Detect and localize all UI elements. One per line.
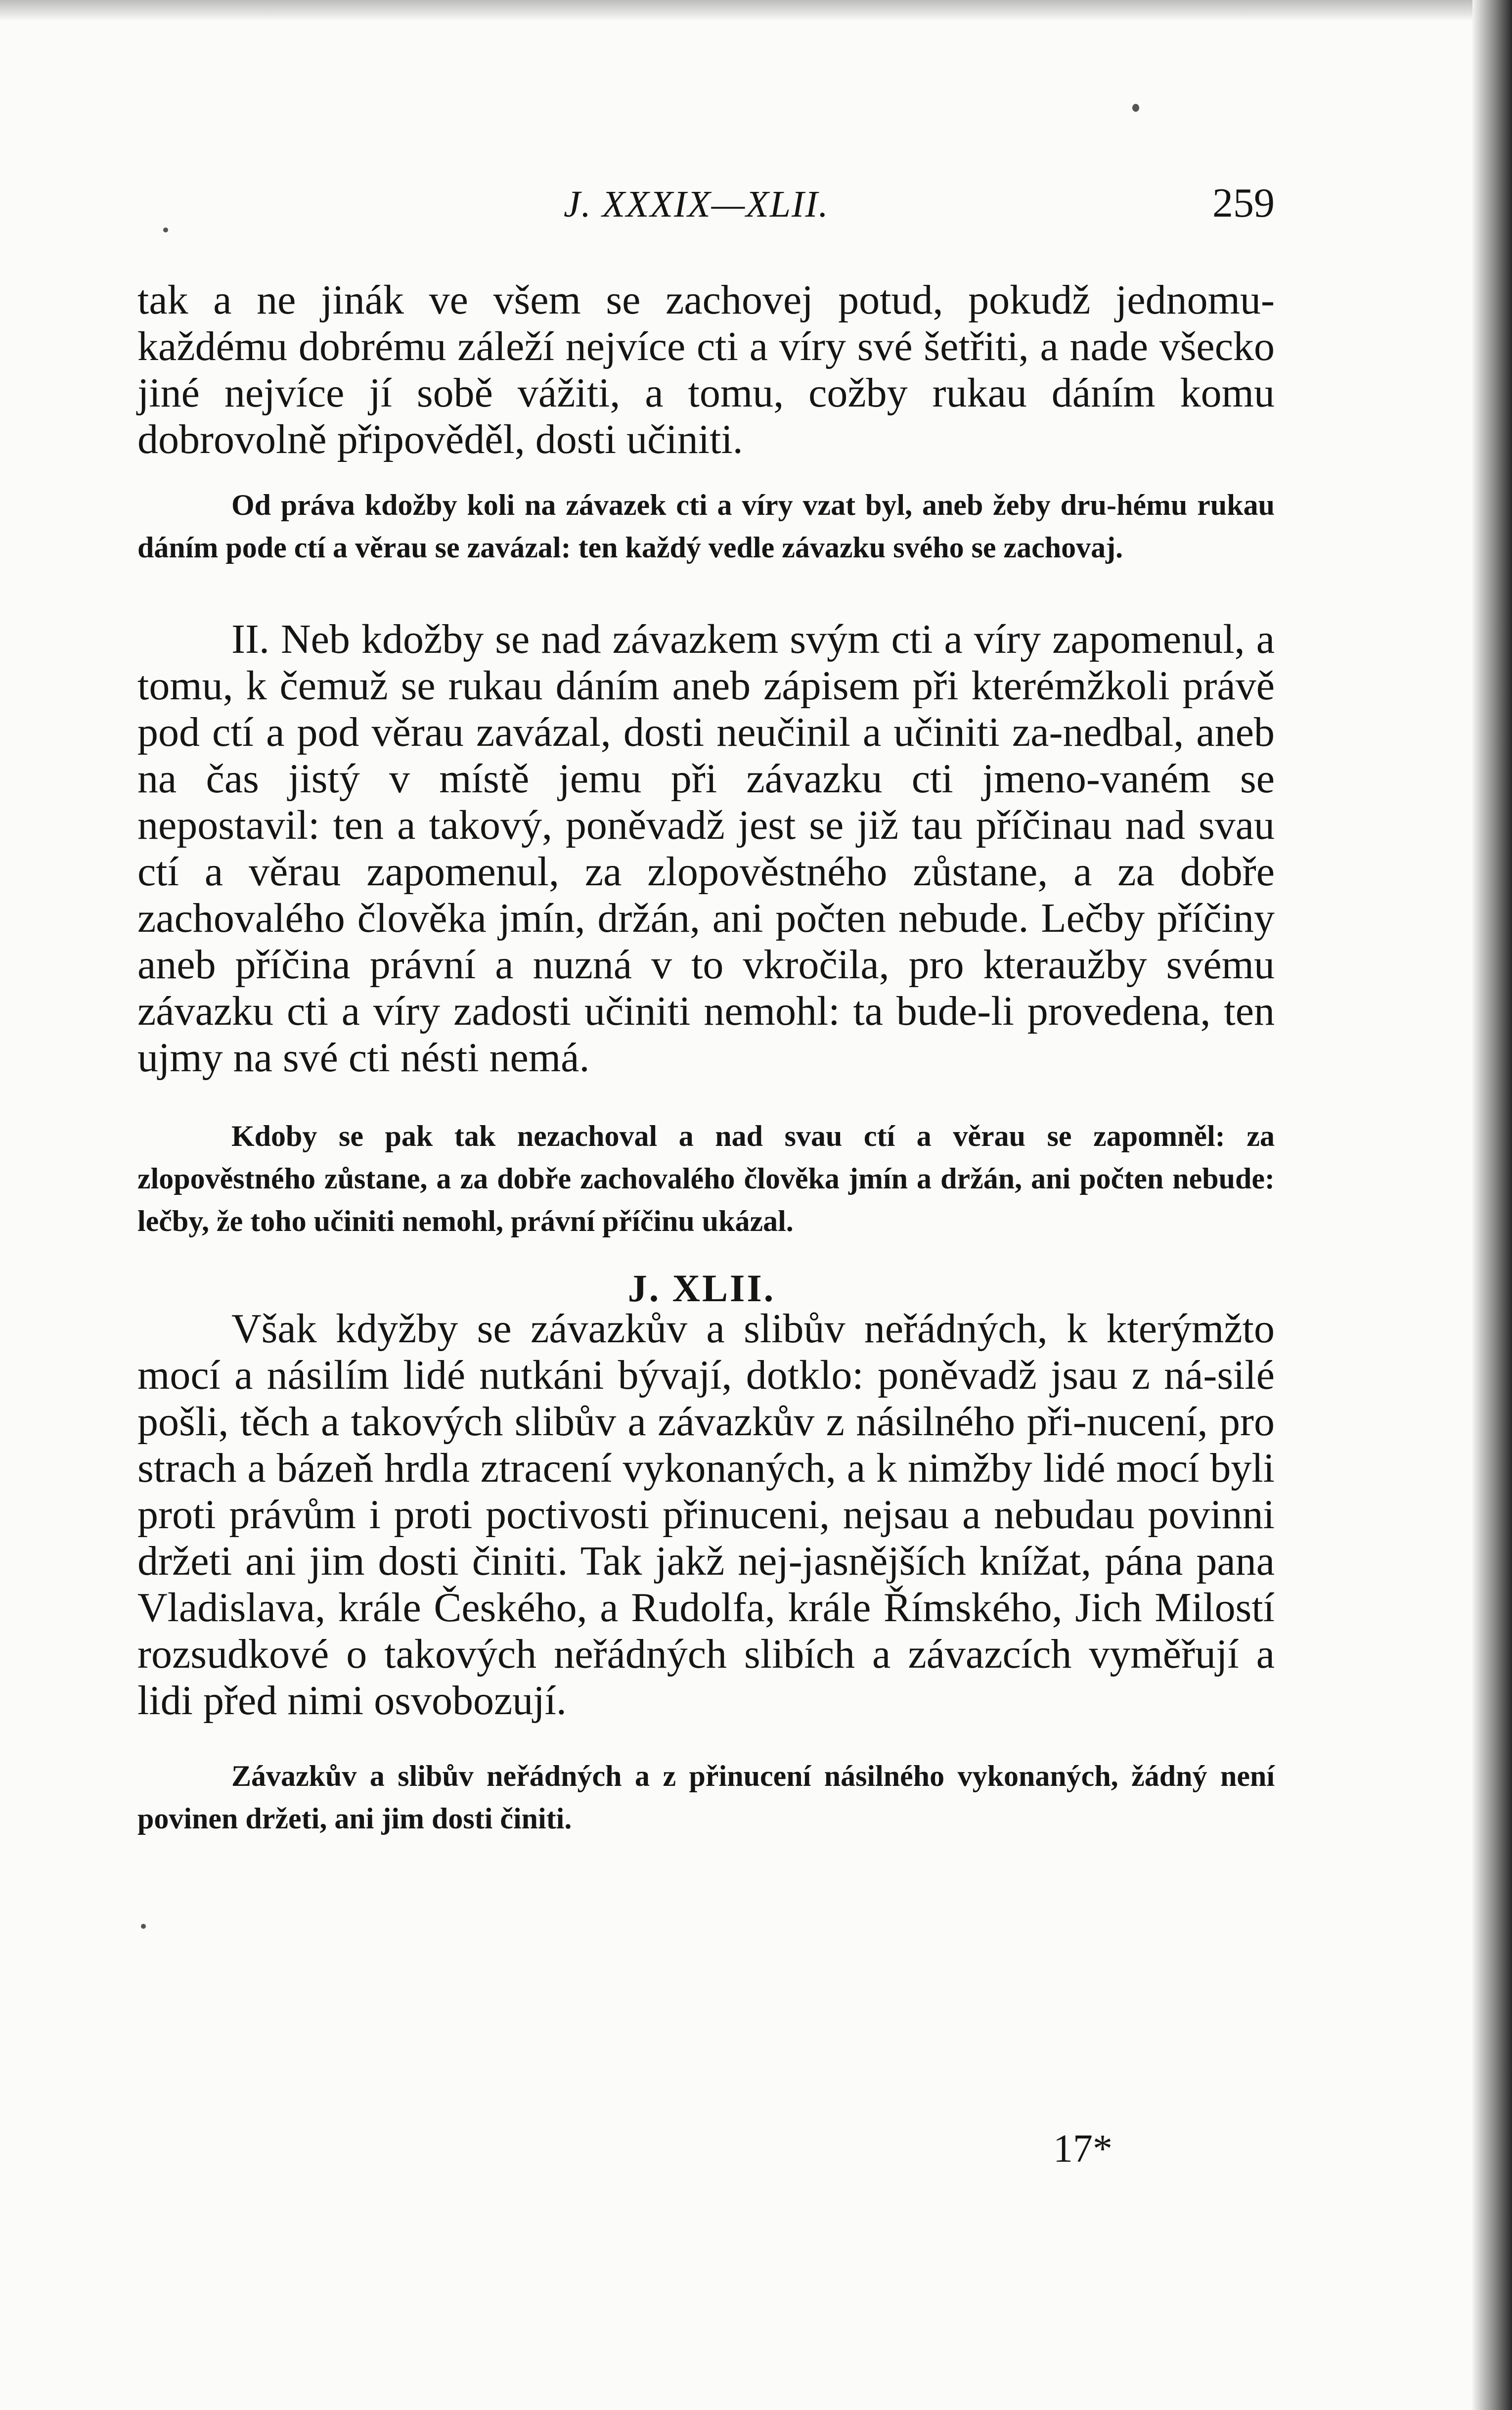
summary-note-2: Kdoby se pak tak nezachoval a nad svau ctí a věrau se zapomněl: za zlopověstného zůstane, a za dobře zachovalého člověka jmín a držán, ani počten nebude: lečby, že toho učiniti nemohl, právní příčinu ukázal. <box>137 1120 1275 1237</box>
page-number: 259 <box>1212 180 1275 226</box>
scan-speck <box>1132 104 1139 112</box>
scan-top-edge <box>0 0 1512 20</box>
section-heading: J. XLII. <box>627 1267 776 1310</box>
paragraph-xlii: Však kdyžby se závazkův a slibův neřádných, k kterýmžto mocí a násilím lidé nutkáni bývají, dotklo: poněvadž jsau z ná-silé pošli, těch a takových slibův a závazkův z násilného při-nucení, pro strach a bázeň hrdla ztracení vykonaných, a k nimžby lidé mocí byli proti právům i proti poctivosti přinuceni, nejsau a nebudau povinni držeti ani jim dosti činiti. Tak jakž nej-jasnějších knížat, pána pana Vladislava, krále Českého, a Rudolfa, krále Římského, Jich Milostí rozsudkové o takových neřádných slibích a závazcích vyměřují a lidi před nimi osvobozují. <box>137 1306 1275 1724</box>
signature-mark: 17* <box>1053 2127 1112 2171</box>
scan-speck <box>141 1924 146 1929</box>
summary-note-3: Závazkův a slibův neřádných a z přinucení násilného vykonaných, žádný není povinen držeti, ani jim dosti činiti. <box>137 1760 1275 1835</box>
scan-right-edge <box>1472 0 1512 2410</box>
paragraph-section-ii: II. Neb kdožby se nad závazkem svým cti a víry zapomenul, a tomu, k čemuž se rukau dáním aneb zápisem při kterémžkoli právě pod ctí a pod věrau zavázal, dosti neučinil a učiniti za-nedbal, aneb na čas jistý v místě jemu při závazku cti jmeno-vaném se nepostavil: ten a takový, poněvadž jest se již tau příčinau nad svau ctí a věrau zapomenul, za zlopověstného zůstane, a za dobře zachovalého člověka jmín, držán, ani počten nebude. Lečby příčiny aneb příčina právní a nuzná v to vkročila, pro kteraužby svému závazku cti a víry zadosti učiniti nemohl: ta bude-li provedena, ten ujmy na své cti nésti nemá. <box>137 616 1275 1081</box>
scan-speck <box>163 227 168 232</box>
running-head: J. XXXIX—XLII. <box>564 183 829 225</box>
paragraph-continuation: tak a ne jinák ve všem se zachovej potud, pokudž jednomu-každému dobrému záleží nejvíce cti a víry své šetřiti, a nade všecko jiné nejvíce jí sobě vážiti, a tomu, cožby rukau dáním komu dobrovolně připověděl, dosti učiniti. <box>137 277 1275 462</box>
summary-note-1: Od práva kdožby koli na závazek cti a víry vzat byl, aneb žeby dru-hému rukau dáním pode ctí a věrau se zavázal: ten každý vedle závazku svého se zachovaj. <box>137 489 1275 564</box>
